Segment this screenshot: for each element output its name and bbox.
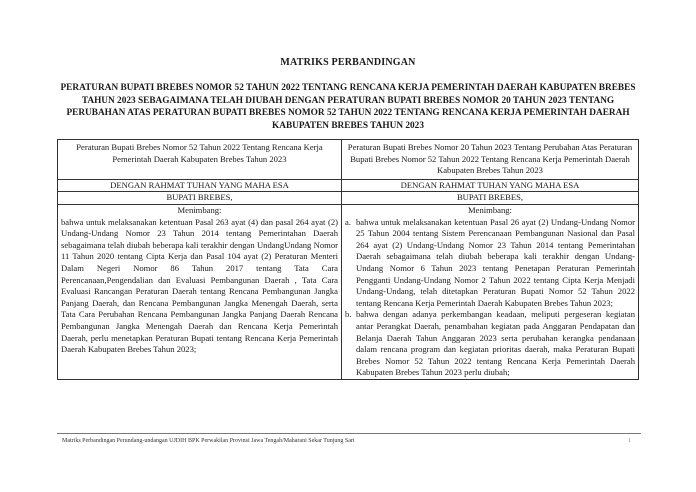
- document-heading: PERATURAN BUPATI BREBES NOMOR 52 TAHUN 2022 TENTANG RENCANA KERJA PEMERINTAH DAERAH KABUPATEN BREBES TAHUN 2023 SEBAGAIMANA TELAH DIUBAH DENGAN PERATURAN BUPATI BREBES NOMOR 20 TAHUN 2023 TENTANG PERUBAHAN ATAS PERATURAN BUPATI BREBES NOMOR 52 TAHUN 2022 TENTANG RENCANA KERJA PEMERINTAH DAERAH KABUPATEN BREBES TAHUN 2023: [60, 83, 636, 131]
- comparison-table: [57, 139, 639, 380]
- footer-text: Matriks Perbandingan Perundang-undangan UJDIH BPK Perwakilan Provinsi Jawa Tengah/Maharani Sekar Tunjung Sari: [62, 438, 355, 444]
- right-menimbang-label: Menimbang:: [468, 204, 512, 215]
- right-rahmat-line: DENGAN RAHMAT TUHAN YANG MAHA ESA: [342, 179, 639, 192]
- item-marker: b.: [345, 309, 352, 320]
- left-rahmat-line: DENGAN RAHMAT TUHAN YANG MAHA ESA: [58, 179, 342, 192]
- left-column-header: Peraturan Bupati Brebes Nomor 52 Tahun 2022 Tentang Rencana Kerja Pemerintah Daerah Kabupaten Brebes Tahun 2023: [58, 140, 342, 180]
- table-row: [58, 204, 639, 379]
- left-menimbang-label: Menimbang:: [177, 204, 222, 215]
- table-row: [58, 140, 639, 180]
- table-row: [58, 179, 639, 192]
- page-number: 1: [628, 438, 631, 444]
- left-bupati-line: BUPATI BREBES,: [58, 192, 342, 205]
- page-title: MATRIKS PERBANDINGAN: [280, 57, 416, 68]
- left-considerations-text: bahwa untuk melaksanakan ketentuan Pasal 263 ayat (4) dan pasal 264 ayat (2) Undang-Undang Nomor 23 Tahun 2014 tentang Pemerintahan Daerah sebagaimana telah diubah beberapa kali terakhir dengan UndangUndang Nomor 11 Tahun 2020 tentang Cipta Kerja dan Pasal 104 ayat (2) Peraturan Menteri Dalam Negeri Nomor 86 Tahun 2017 tentang Tata Cara Perencanaan,Pengendalian dan Evaluasi Pembangunan Daerah , Tata Cara Evaluasi Rancangan Peraturan Daerah tentang Rencana Pembangunan Jangka Panjang Daerah, dan Rencana Pembangunan Jangka Menengah Daerah, serta Tata Cara Perubahan Rencana Pembangunan Jangka Panjang Daerah Rencana Pembangunan Jangka Menengah Daerah dan Rencana Kerja Pemerintah Daerah, perlu menetapkan Peraturan Bupati tentang Rencana Kerja Pemerintah Daerah Kabupaten Brebes Tahun 2023;: [61, 216, 338, 355]
- list-item: [345, 309, 635, 379]
- left-considerations-cell: [58, 204, 342, 379]
- item-marker: a.: [345, 216, 351, 227]
- item-text: bahwa untuk melaksanakan ketentuan Pasal 26 ayat (2) Undang-Undang Nomor 25 Tahun 2004 tentang Sistem Perencanaan Pembangunan Nasional dan Pasal 264 ayat (2) Undang-Undang Nomor 23 Tahun 2014 tentang Pemerintahan Daerah sebagaimana telah diubah beberapa kali terakhir dengan Undang-Undang Nomor 6 Tahun 2023 tentang Penetapan Peraturan Pemerintah Pengganti Undang-Undang Nomor 2 Tahun 2022 tentang Cipta Kerja Menjadi Undang-Undang, telah ditetapkan Peraturan Bupati Nomor 52 Tahun 2022 tentang Rencana Kerja Pemerintah Daerah Kabupaten Brebes Tahun 2023;: [356, 216, 635, 308]
- right-column-header: Peraturan Bupati Brebes Nomor 20 Tahun 2023 Tentang Perubahan Atas Peraturan Bupati Brebes Nomor 52 Tahun 2022 Tentang Rencana Kerja Pemerintah Daerah Kabupaten Brebes Tahun 2023: [342, 140, 639, 180]
- right-bupati-line: BUPATI BREBES,: [342, 192, 639, 205]
- right-considerations-cell: [342, 204, 639, 379]
- list-item: [345, 217, 635, 310]
- item-text: bahwa dengan adanya perkembangan keadaan, meliputi pergeseran kegiatan antar Perangkat Daerah, penambahan kegiatan pada Anggaran Pendapatan dan Belanja Daerah Tahun Anggaran 2023 serta perubahan kerangka pendanaan dalam rencana program dan kegiatan prioritas daerah, maka Peraturan Bupati Brebes Nomor 52 Tahun 2022 tentang Rencana Kerja Pemerintah Daerah Kabupaten Brebes Tahun 2023 perlu diubah;: [356, 309, 635, 378]
- footer-divider: [57, 433, 641, 434]
- table-row: [58, 192, 639, 205]
